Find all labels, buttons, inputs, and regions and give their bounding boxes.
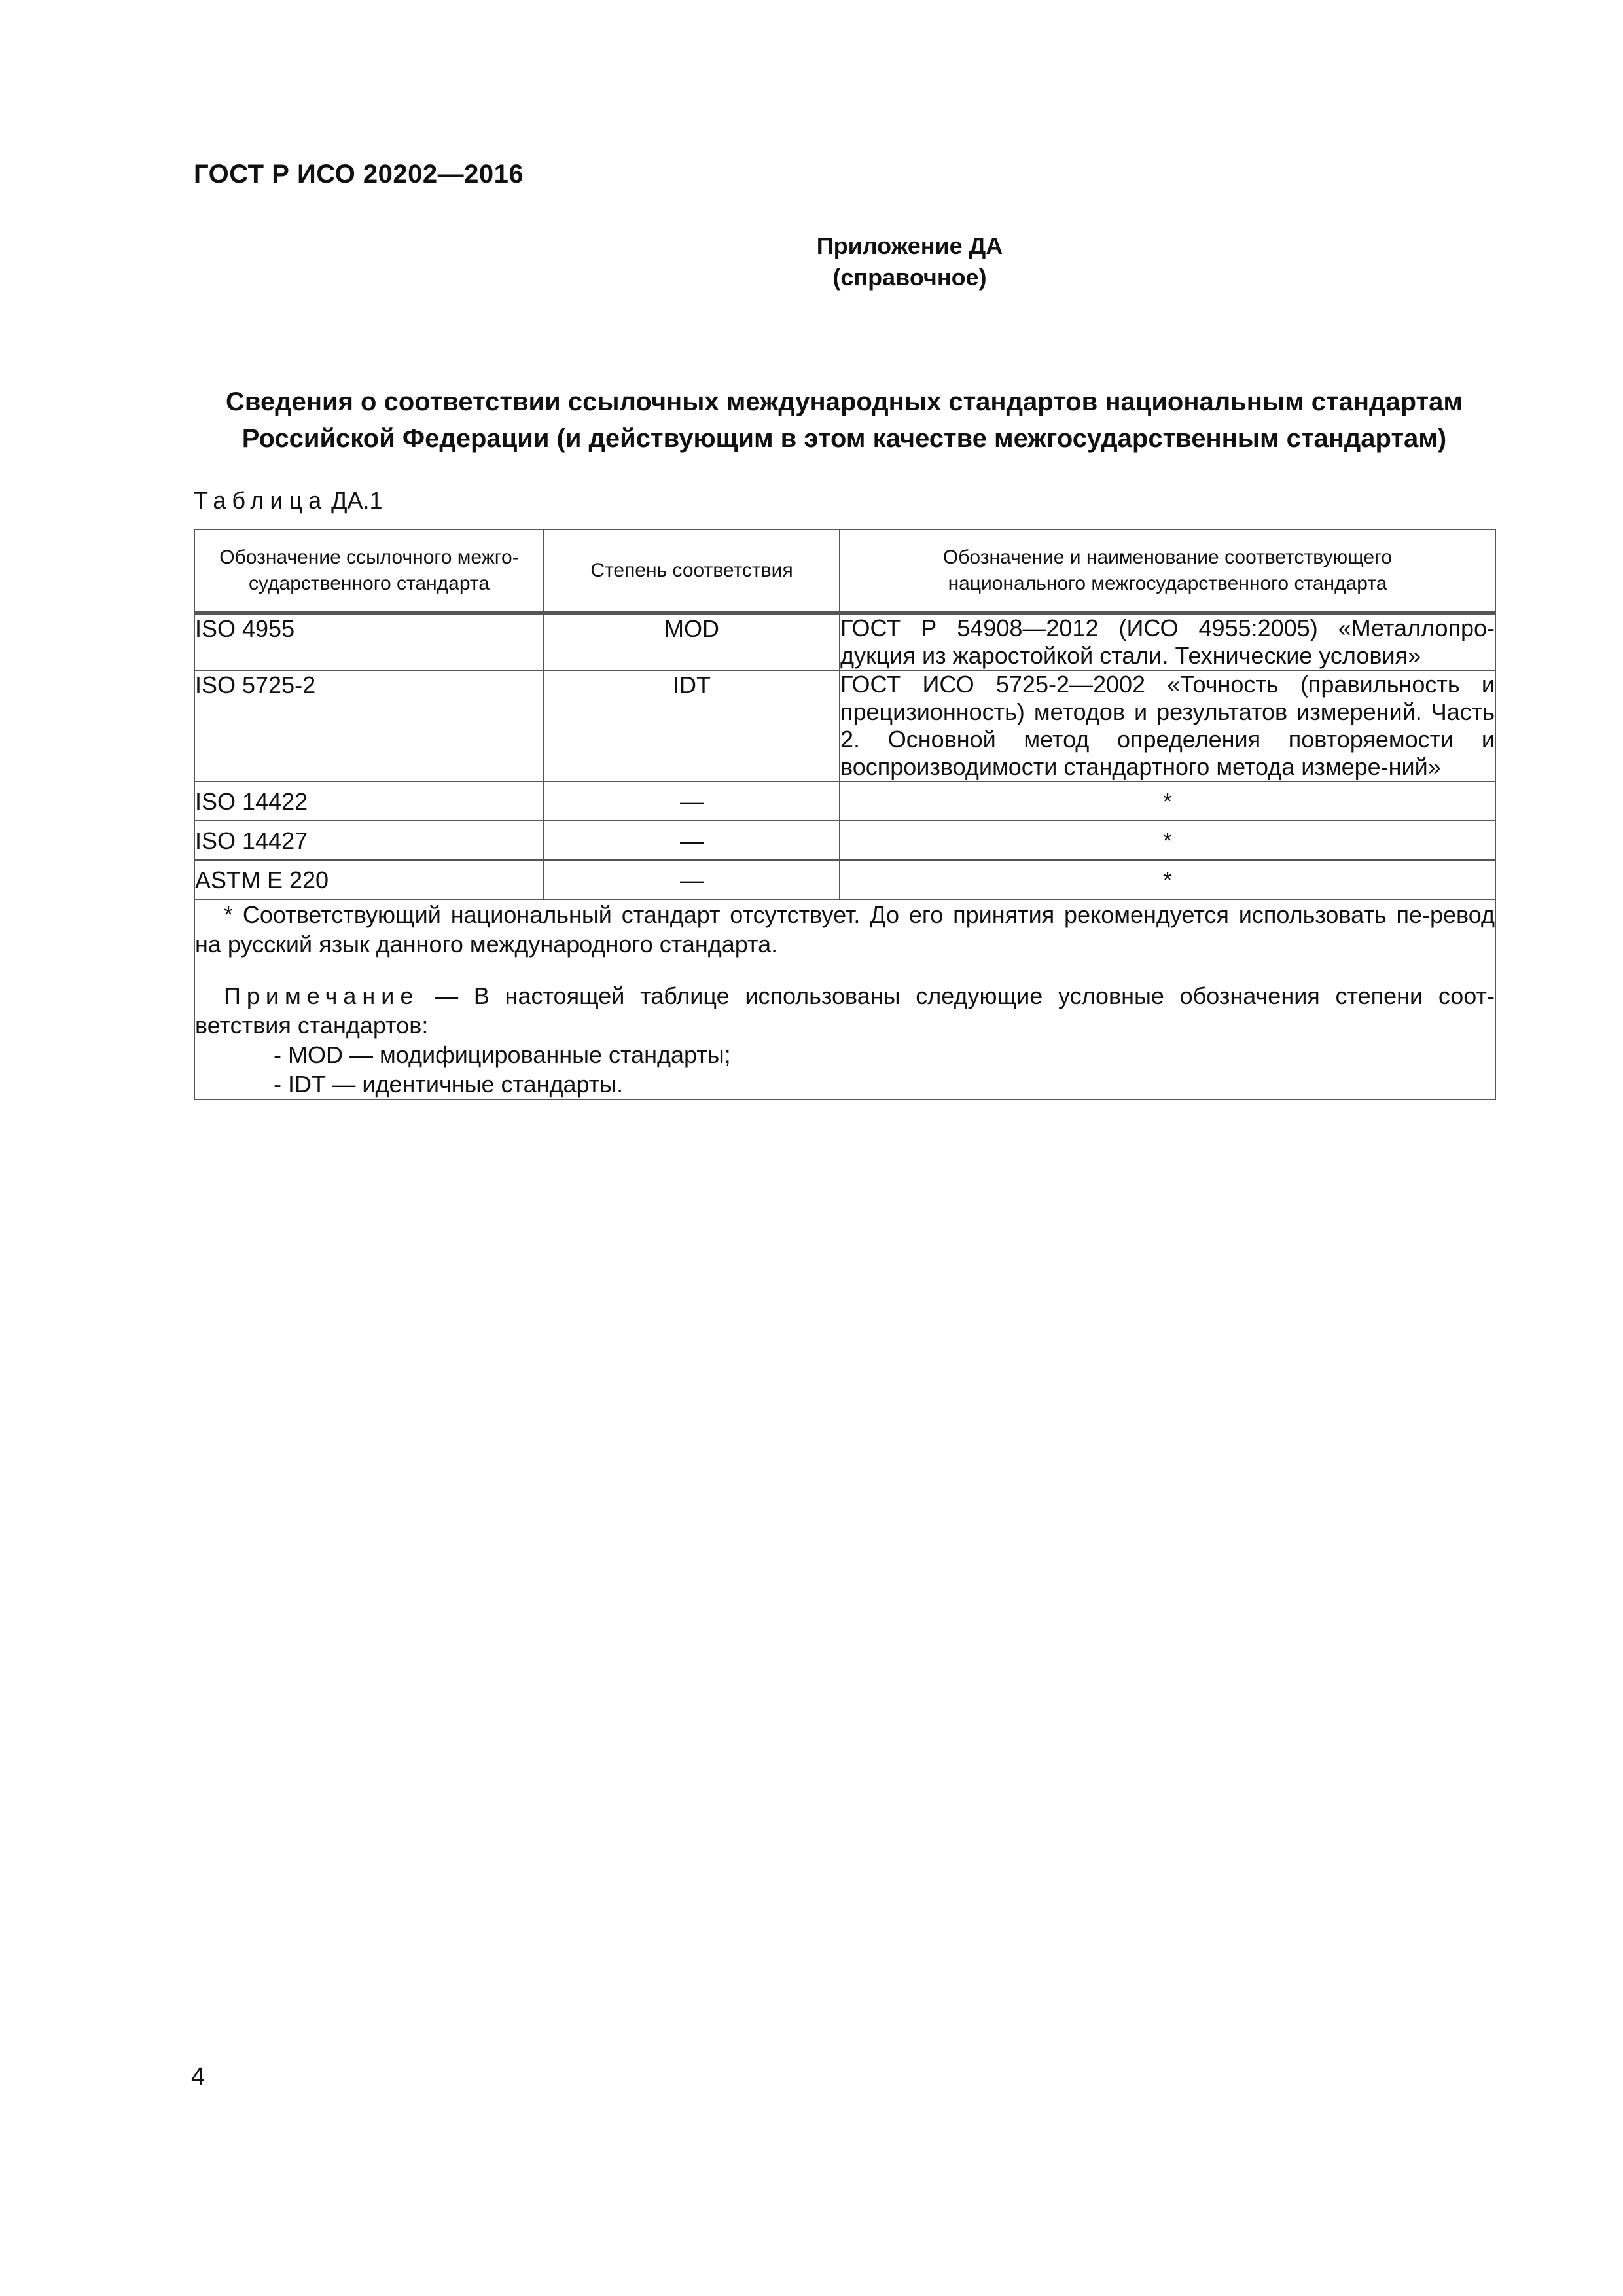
table-footnote: * Соответствующий национальный стандарт отсутствует. До его принятия рекомендуется использовать пе-ревод на русский язык данного международного стандарта. bbox=[195, 901, 1495, 958]
cell-reference: ISO 5725-2 bbox=[194, 670, 544, 781]
annex-heading bbox=[0, 230, 1623, 293]
table-footer-row bbox=[194, 899, 1495, 1100]
table-footer bbox=[194, 899, 1495, 1100]
cell-national: ГОСТ Р 54908—2012 (ИСО 4955:2005) «Металлопро-дукция из жаростойкой стали. Технические условия» bbox=[840, 613, 1495, 671]
section-title-line-2: Российской Федерации (и действующим в этом качестве межгосударственным стандартам) bbox=[241, 424, 1447, 453]
table-caption-word: Таблица bbox=[194, 487, 328, 514]
table-row bbox=[194, 781, 1495, 821]
note-list-item: - IDT — идентичные стандарты. bbox=[274, 1071, 624, 1098]
table-row bbox=[194, 670, 1495, 781]
document-code: ГОСТ Р ИСО 20202—2016 bbox=[194, 160, 524, 188]
cell-national: * bbox=[840, 860, 1495, 899]
cell-degree: — bbox=[544, 860, 840, 899]
table-note bbox=[195, 981, 1495, 1040]
note-list-item: - MOD — модифицированные стандарты; bbox=[274, 1041, 731, 1068]
cell-degree: IDT bbox=[544, 670, 840, 781]
cell-degree: MOD bbox=[544, 613, 840, 671]
table-row bbox=[194, 821, 1495, 860]
cell-national: * bbox=[840, 781, 1495, 821]
cell-degree: — bbox=[544, 781, 840, 821]
page-number: 4 bbox=[191, 2063, 205, 2090]
cell-reference: ISO 4955 bbox=[194, 613, 544, 671]
cell-national: ГОСТ ИСО 5725-2—2002 «Точность (правильность и прецизионность) методов и результатов измерений. Часть 2. Основной метод определения повторяемости и воспроизводимости стандартного метода измере-ний» bbox=[840, 671, 1495, 780]
table-caption bbox=[194, 487, 383, 514]
cell-reference: ISO 14427 bbox=[194, 821, 544, 860]
correspondence-table bbox=[194, 529, 1496, 1100]
cell-national: * bbox=[840, 821, 1495, 860]
cell-degree: — bbox=[544, 821, 840, 860]
annex-subtitle: (справочное) bbox=[832, 264, 987, 291]
header-degree: Степень соответствия bbox=[544, 529, 840, 613]
cell-reference: ASTM E 220 bbox=[194, 860, 544, 899]
note-list bbox=[195, 1040, 1495, 1099]
table-row bbox=[194, 613, 1495, 671]
annex-title: Приложение ДА bbox=[816, 232, 1003, 259]
table-header-row bbox=[194, 529, 1495, 613]
cell-reference: ISO 14422 bbox=[194, 781, 544, 821]
note-text: — В настоящей таблице использованы следующие условные обозначения степени соот-ветствия стандартов: bbox=[195, 982, 1495, 1039]
section-title-line-1: Сведения о соответствии ссылочных международных стандартов национальным стандартам bbox=[226, 387, 1463, 416]
section-title bbox=[194, 384, 1495, 457]
table-row bbox=[194, 860, 1495, 899]
header-national-standard: Обозначение и наименование соответствующего национального межгосударственного стандарта bbox=[840, 529, 1495, 613]
table-caption-number: ДА.1 bbox=[331, 487, 383, 514]
header-reference-standard: Обозначение ссылочного межго-сударственного стандарта bbox=[194, 529, 544, 613]
note-word: Примечание bbox=[224, 982, 419, 1009]
